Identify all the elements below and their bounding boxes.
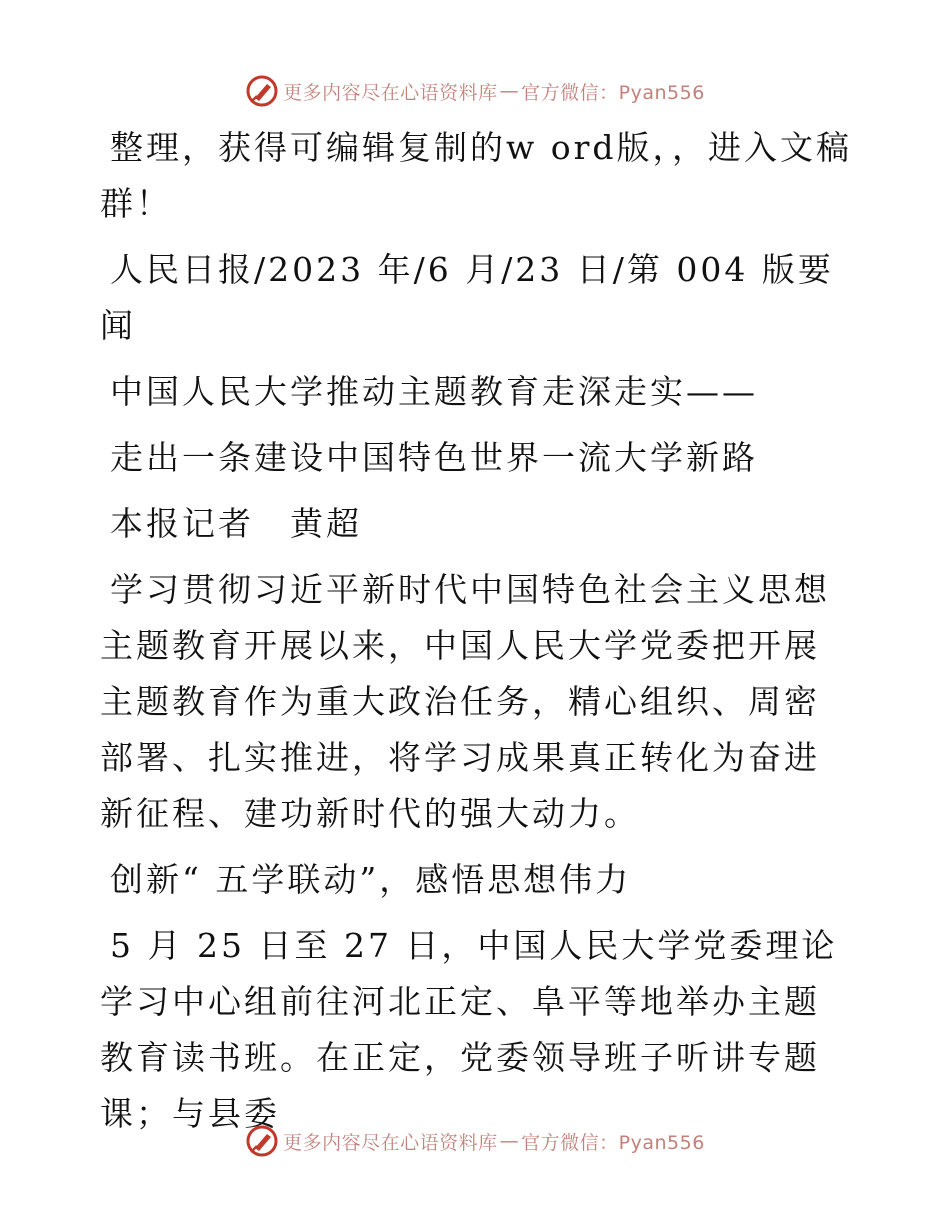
pen-nib-circle-icon — [245, 1124, 279, 1158]
section-heading: 创新“ 五学联动”，感悟思想伟力 — [110, 860, 632, 899]
pen-nib-circle-icon — [245, 74, 279, 108]
body-paragraph: 学习贯彻习近平新时代中国特色社会主义思想主题教育开展以来，中国人民大学党委把开展主题教育作为重大政治任务，精心组织、周密部署、扎实推进，将学习成果真正转化为奋进新征程、建功新时代的强大动力。 — [100, 570, 830, 833]
watermark-text: 更多内容尽在心语资料库 — [283, 1131, 498, 1154]
document-body — [100, 120, 852, 1152]
watermark-contact: 官方微信：Pyan556 — [521, 1131, 705, 1154]
header-watermark — [0, 74, 950, 108]
source-line: 人民日报/2023 年/6 月/23 日/第 004 版要闻 — [100, 250, 834, 345]
headline-line-1: 中国人民大学推动主题教育走深走实—— — [110, 372, 758, 411]
footer-watermark — [0, 1124, 950, 1158]
watermark-separator: — — [499, 80, 520, 102]
headline-line-2: 走出一条建设中国特色世界一流大学新路 — [110, 438, 758, 477]
byline: 本报记者 黄超 — [110, 504, 362, 543]
intro-paragraph: 整理，获得可编辑复制的w ord版，，进入文稿群！ — [100, 128, 853, 223]
body-paragraph: 5 月 25 日至 27 日，中国人民大学党委理论学习中心组前往河北正定、阜平等地举办主题教育读书班。在正定，党委领导班子听讲专题课；与县委 — [100, 926, 838, 1133]
watermark-contact: 官方微信：Pyan556 — [521, 81, 705, 104]
watermark-text: 更多内容尽在心语资料库 — [283, 81, 498, 104]
watermark-separator: — — [499, 1130, 520, 1152]
